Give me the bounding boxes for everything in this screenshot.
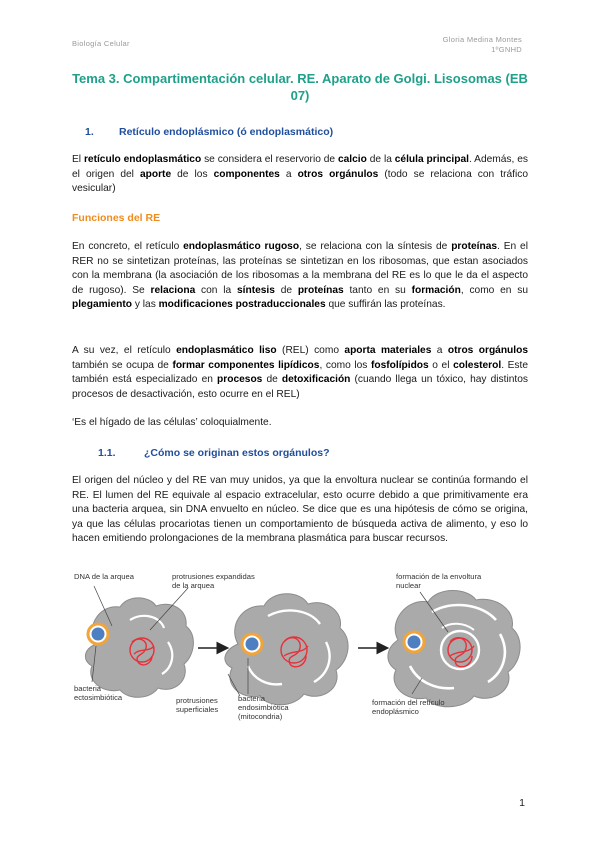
label-line: ectosimbiótica xyxy=(74,693,123,702)
bacteria-endosymbiotic xyxy=(242,634,262,654)
label-nuclear-envelope xyxy=(396,572,481,590)
label-er-formation xyxy=(372,698,445,716)
label-line: nuclear xyxy=(396,581,421,590)
diagram-svg xyxy=(72,570,528,730)
header-author xyxy=(443,35,522,55)
section-number: 1.1. xyxy=(98,447,116,459)
subheading-funciones: Funciones del RE xyxy=(72,212,161,224)
paragraph-origin: El origen del núcleo y del RE van muy unidos, ya que la envoltura nuclear se continúa formando el RE. El lumen del RE equivale al espacio extracelular, esto ocurre debido a que primitivamente era una bacteria arquea, sin DNA envuelto en núcleo. Se dice que es una hipótesis de cómo se origina, ya que las células procariotas tienen un comportamiento de búsqueda activa de alimento, y eso lo hacen emitiendo prolongaciones de la membrana plasmática para buscar recursos. xyxy=(72,475,528,545)
paragraph-intro: El retículo endoplasmático se considera el reservorio de calcio de la célula principal. Además, es el origen del aporte de los componentes a otros orgánulos (todo se relaciona con tráfico vesicular) xyxy=(72,154,528,195)
paragraph-rer: En concreto, el retículo endoplasmático rugoso, se relaciona con la síntesis de proteínas. En el RER no se sintetizan proteínas, las proteínas se sintetizan en los ribosomas, que estan asociados con la membrana (la asociación de los ribosomas a la membrana del RE es lo que le da el aspecto de rugoso). Se relaciona con la síntesis de proteínas tanto en su formación, como en su plegamiento y las modificaciones postraduccionales que suffirán las proteínas. xyxy=(72,241,529,311)
label-ectosymbiotic-bacteria xyxy=(74,684,122,702)
label-line: formación del retículo xyxy=(372,698,445,707)
mitochondrion xyxy=(404,632,424,652)
section-number: 1. xyxy=(85,126,94,138)
cell-stage-2 xyxy=(225,594,348,705)
label-line: (mitocondria) xyxy=(238,712,283,721)
label-archaea-dna: DNA de la arquea xyxy=(74,572,134,581)
section-title: Retículo endoplásmico (ó endoplasmático) xyxy=(119,126,334,138)
label-line: protrusiones xyxy=(176,696,218,705)
label-line: bacteria xyxy=(74,684,102,693)
header-author-name: Gloria Medina Montes xyxy=(442,35,522,44)
label-endosymbiotic-bacteria xyxy=(238,694,289,721)
label-line: protrusiones expandidas xyxy=(172,572,255,581)
cell-stage-1 xyxy=(85,586,193,697)
page-number: 1 xyxy=(519,797,525,809)
section-title: ¿Cómo se originan estos orgánulos? xyxy=(144,447,330,459)
bacteria-ectosymbiotic xyxy=(88,624,108,644)
label-line: endoplásmico xyxy=(372,707,419,716)
header-course: Biología Celular xyxy=(72,39,130,48)
paragraph-rel: A su vez, el retículo endoplasmático liso (REL) como aporta materiales a otros orgánulos también se ocupa de formar componentes lipídicos, como los fosfolípidos o el colesterol. Este también está especializado en procesos de detoxificación (cuando llega un tóxico, hay distintos procesos de desactivación, esto ocurre en el REL) xyxy=(72,345,529,400)
label-expanded-protrusions xyxy=(172,572,255,590)
page-title: Tema 3. Compartimentación celular. RE. Aparato de Golgi. Lisosomas (EB 07) xyxy=(72,71,528,103)
paragraph-quote: ‘Es el hígado de las células’ coloquialmente. xyxy=(72,417,272,428)
label-line: de la arquea xyxy=(172,581,215,590)
origin-diagram xyxy=(72,570,528,730)
cell-stage-3 xyxy=(388,591,520,707)
label-line: endosimbiótica xyxy=(238,703,289,712)
label-surface-protrusions xyxy=(176,696,218,714)
section-heading-1-1 xyxy=(98,447,330,459)
section-heading-1 xyxy=(85,126,333,138)
label-line: superficiales xyxy=(176,705,219,714)
header-author-group: 1ºGNHD xyxy=(491,45,522,54)
label-line: formación de la envoltura xyxy=(396,572,482,581)
label-line: bacteria xyxy=(238,694,266,703)
